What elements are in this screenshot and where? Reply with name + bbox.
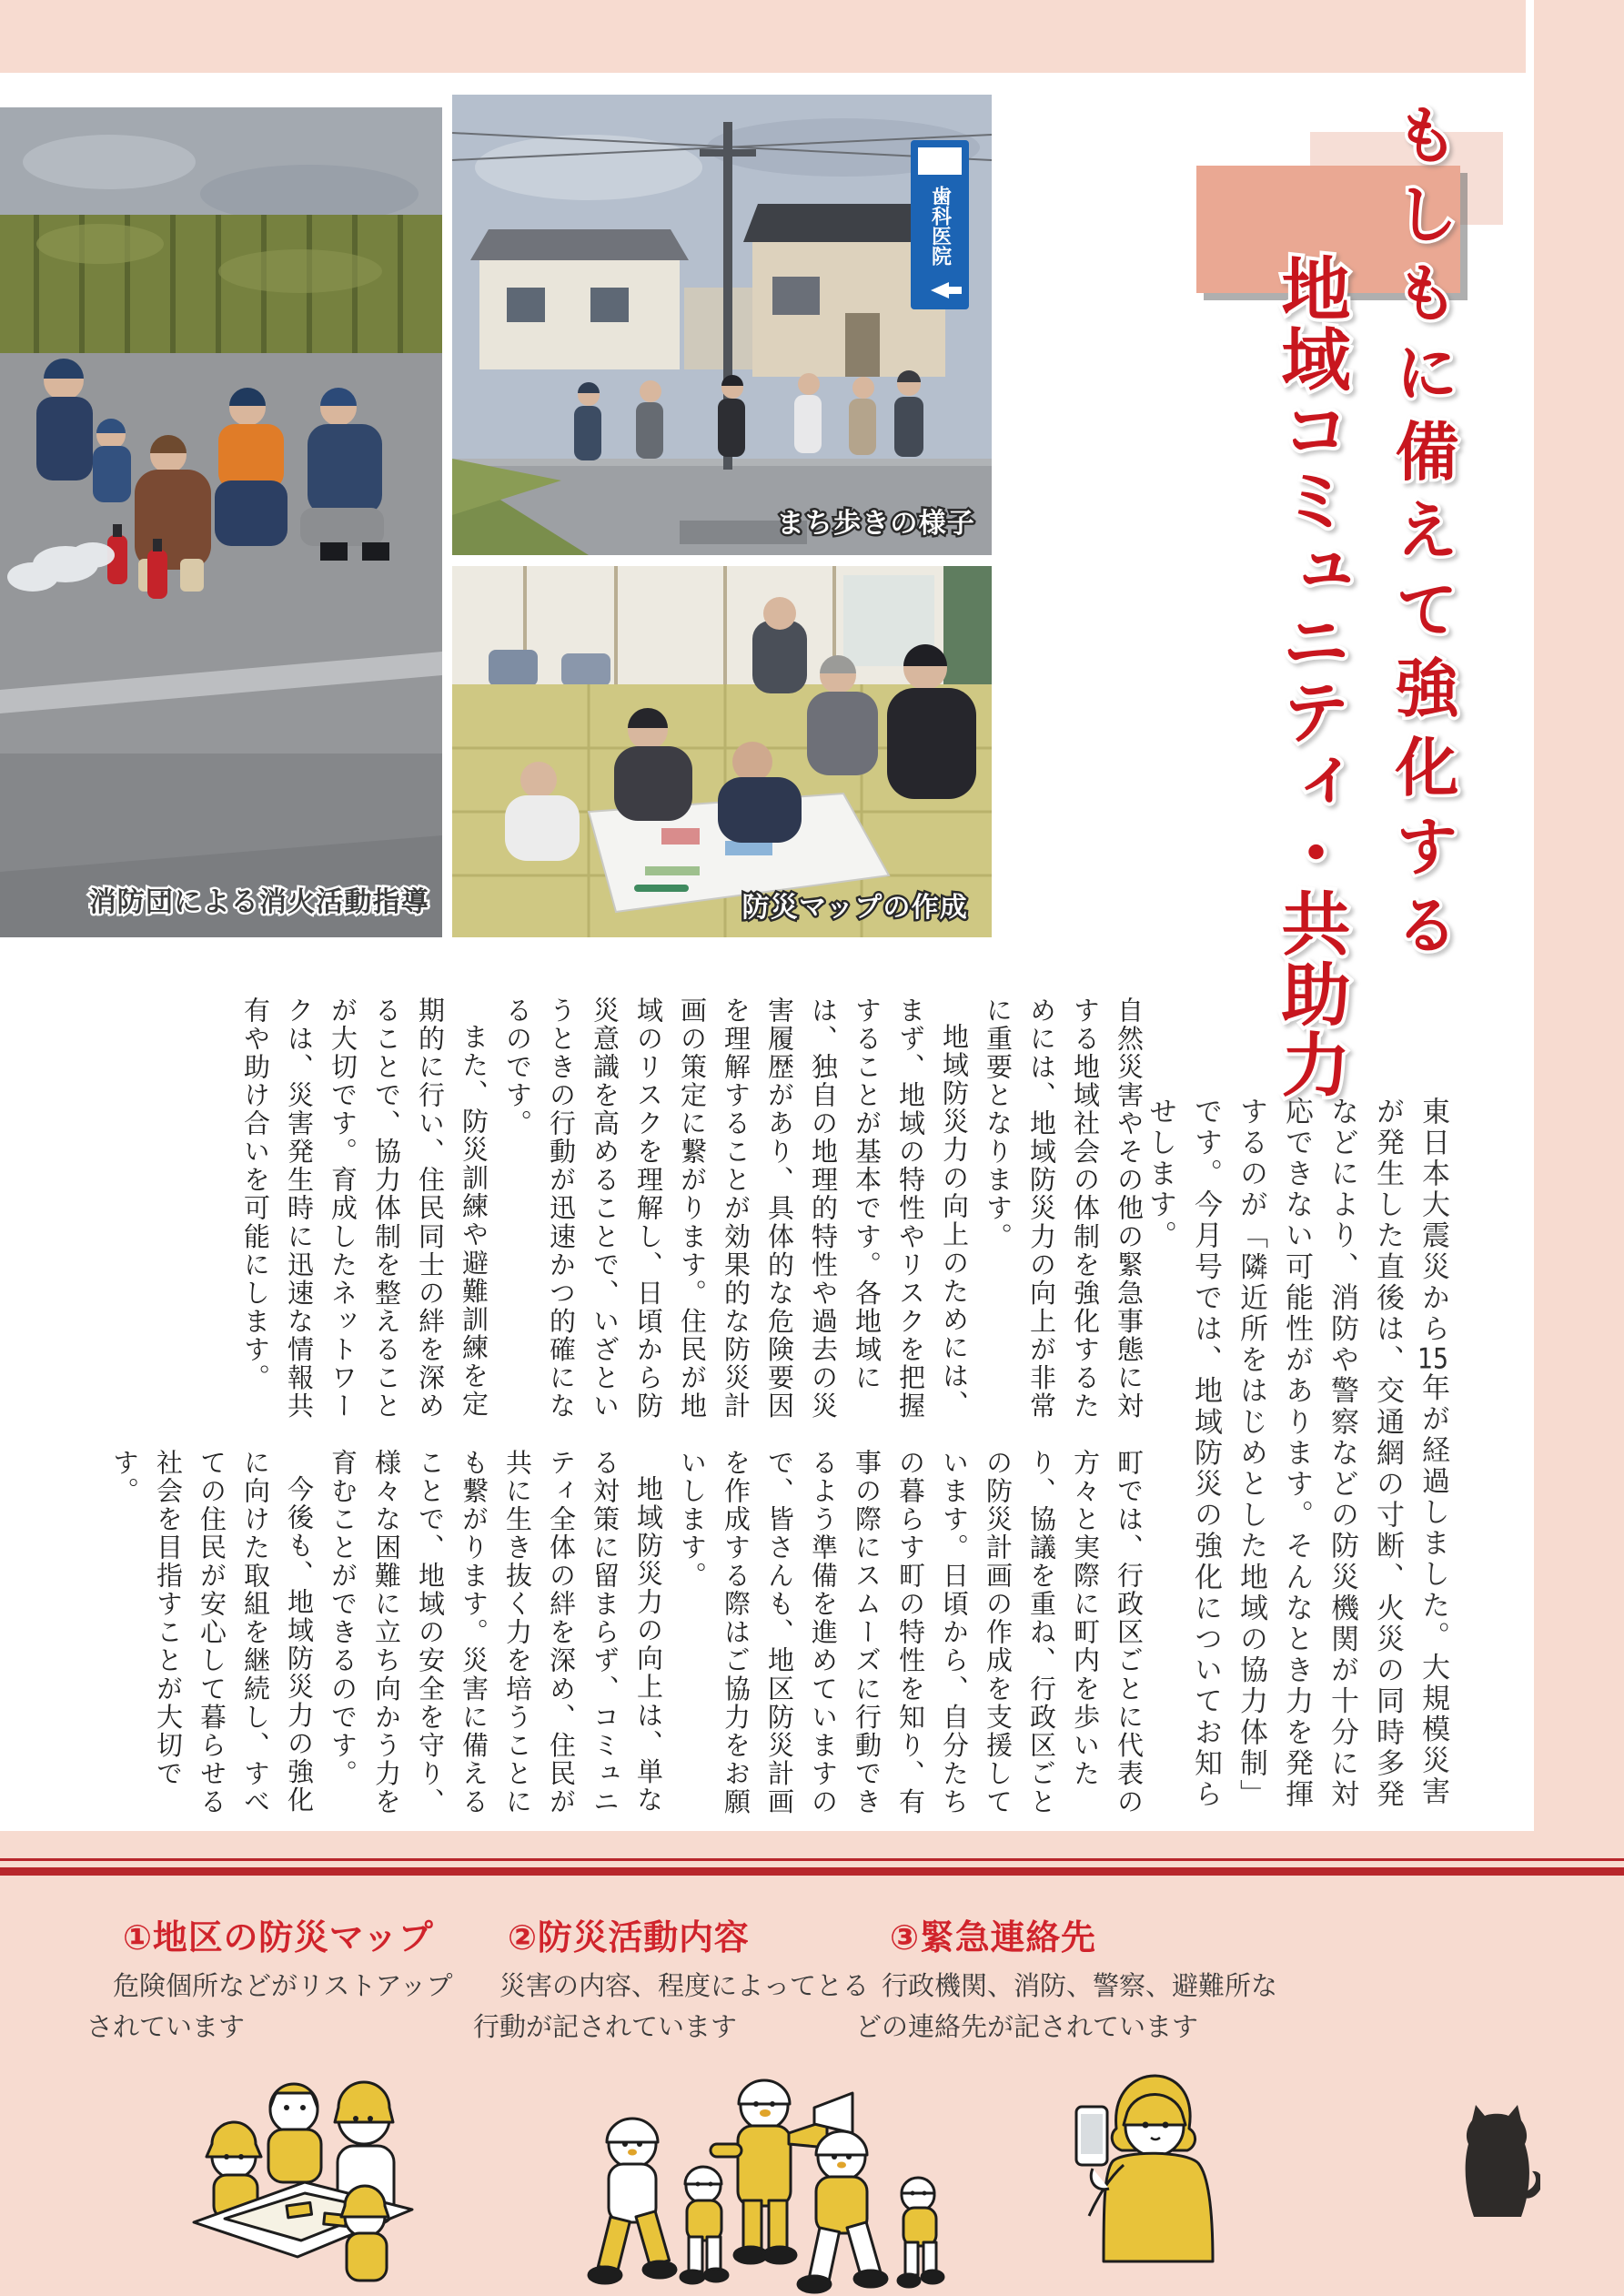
top-pink-band: [0, 0, 1526, 73]
guide-heading-hazard-map: ①地区の防災マップ: [123, 1917, 434, 1957]
page-title: 地域コミュニティ・共助力: [1270, 253, 1351, 1100]
black-cat-mascot: [1454, 2100, 1540, 2219]
body-paragraph: 地域防災力の向上のためには、まず、地域の特性やリスクを把握することが基本です。各地域には、独自の地理的特性や過去の災害履歴があり、具体的な危険要因を理解することが効果的な防災計画の策定に繋がります。住民が地域のリスクを理解し、日頃から防災意識を高めることで、いざというときの行動が迅速かつ的確になるのです。: [502, 996, 970, 1421]
body-paragraph: また、防災訓練や避難訓練を定期的に行い、住民同士の絆を深めることで、協力体制を整えることが大切です。育成したネットワークは、災害発生時に迅速な情報共有や助け合いを可能にします。: [240, 996, 489, 1421]
intro-text-part2: 年が経過しました。大規模災害が発生した直後は、交通網の寸断、火災の同時多発などにより、消防や警察などの防災機関が十分に対応できない可能性があります。そんなとき力を発揮するのが「隣近所をはじめとした地域の協力体制」です。今月号では、地域防災の強化についてお知らせします。: [1144, 1097, 1449, 1811]
article-body-lower: [77, 1449, 1151, 1824]
photo-fire-extinguisher-training-image: [0, 107, 442, 937]
guide-description-activities: 災害の内容、程度によってとる行動が記されています: [473, 1970, 870, 2042]
title-kicker: もしもに備えて強化する: [1385, 102, 1459, 971]
intro-year-number: 15: [1417, 1344, 1449, 1373]
photo-town-walk: [452, 95, 992, 555]
guide-description-hazard-map: 危険個所などがリストアップされています: [86, 1970, 453, 2042]
family-map-illustration-image: [177, 2066, 428, 2293]
evacuation-illustration: [541, 2073, 955, 2296]
guide-description-emergency-contacts: 行政機関、消防、警察、避難所などの連絡先が記されています: [855, 1970, 1278, 2042]
family-map-illustration: [177, 2066, 428, 2293]
body-paragraph: 町では、行政区ごとに代表の方々と実際に町内を歩いたり、協議を重ね、行政区ごとの防災計画の作成を支援しています。日頃から、自分たちの暮らす町の特性を知り、有事の際にスムーズに行動できるよう準備を進めていますので、皆さんも、地区防災計画を作成する際はご協力をお願いします。: [677, 1449, 1145, 1816]
woman-phone-illustration-image: [1069, 2070, 1228, 2266]
article-body-upper: [77, 996, 1151, 1424]
right-pink-column: [1534, 0, 1624, 1834]
photo-town-walk-image: [452, 95, 992, 555]
separator-rule-thick: [0, 1867, 1624, 1876]
woman-phone-illustration: [1069, 2070, 1228, 2266]
dental-clinic-sign-text: 歯科医院: [928, 186, 952, 266]
intro-text-part1: 東日本大震災から: [1417, 1097, 1449, 1345]
photo-fire-extinguisher-training: [0, 107, 442, 937]
photo-caption-hazard-map: 防災マップの作成: [741, 892, 968, 924]
body-paragraph: 地域防災力の向上は、単なる対策に留まらず、コミュニティ全体の絆を深め、住民が共に生き抜く力を培うことにも繋がります。災害に備えることで、地域の安全を守り、様々な困難に立ち向かう力を育むことができるのです。: [328, 1449, 664, 1816]
intro-paragraph: [1144, 1097, 1456, 1817]
black-cat-mascot-image: [1454, 2100, 1540, 2219]
photo-hazard-map-making: [452, 566, 992, 937]
photo-hazard-map-making-image: [452, 566, 992, 937]
separator-rule-thin: [0, 1858, 1624, 1861]
body-paragraph: 自然災害やその他の緊急事態に対する地域社会の体制を強化するためには、地域防災力の向上が非常に重要となります。: [983, 996, 1145, 1421]
body-paragraph: 今後も、地域防災力の強化に向けた取組を継続し、すべての住民が安心して暮らせる社会を目指すことが大切です。: [109, 1449, 315, 1816]
evacuation-illustration-image: [541, 2073, 955, 2296]
photo-caption-town-walk: まち歩きの様子: [776, 508, 975, 540]
guide-heading-emergency-contacts: ③緊急連絡先: [890, 1917, 1096, 1957]
photo-caption-fire-training: 消防団による消火活動指導: [88, 886, 429, 918]
guide-heading-activities: ②防災活動内容: [508, 1917, 750, 1957]
